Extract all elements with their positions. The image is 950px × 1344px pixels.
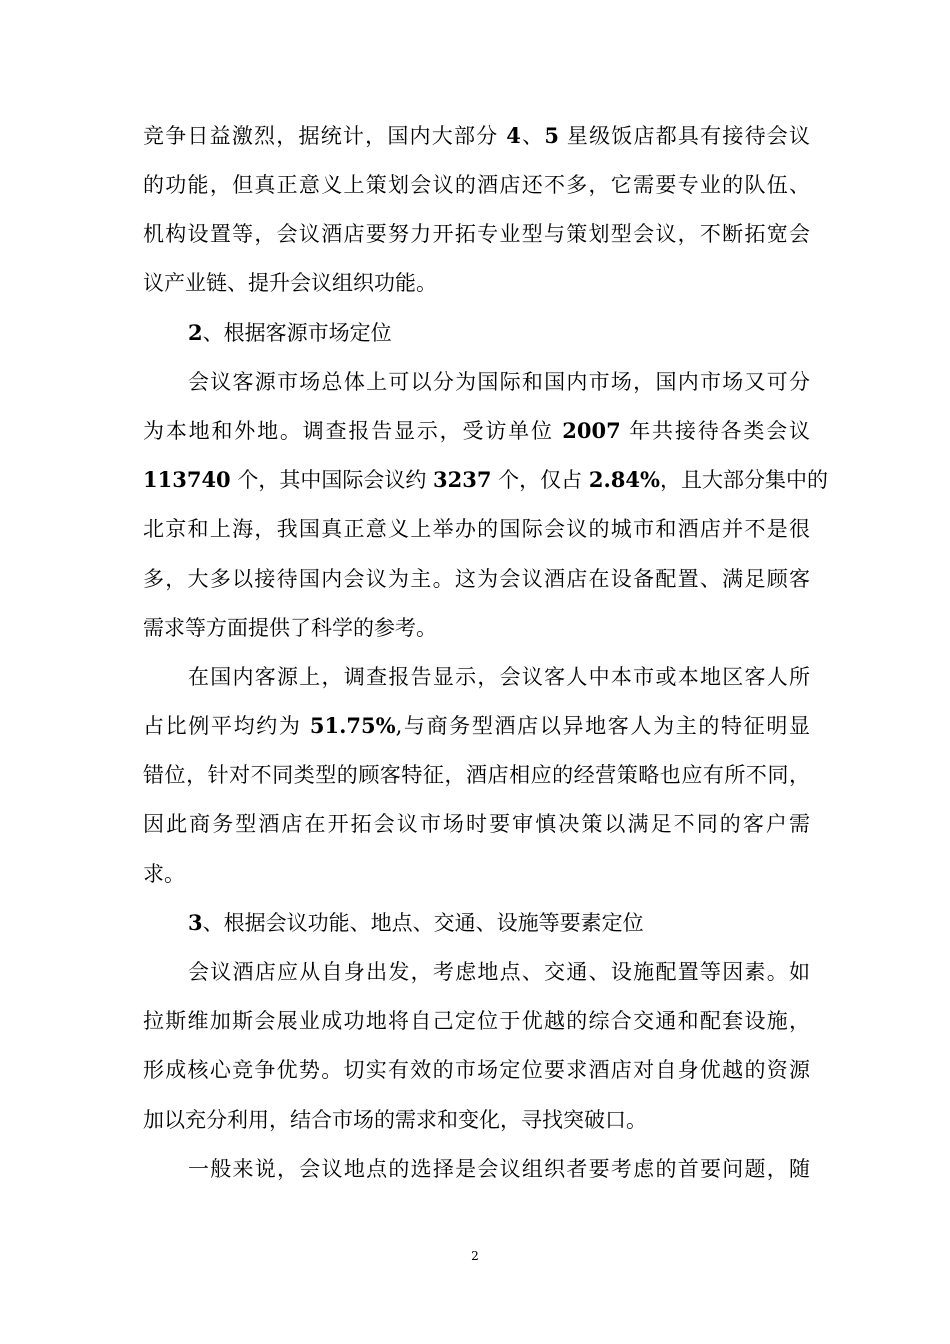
text-run: 求。	[143, 862, 185, 886]
text-run-bold: 2007	[562, 418, 621, 443]
line-4	[143, 263, 810, 303]
line-7	[143, 411, 810, 451]
text-run: 北京和上海，我国真正意义上举办的国际会议的城市和酒店并不是很	[143, 517, 810, 541]
text-run: 因此商务型酒店在开拓会议市场时要审慎决策以满足不同的客户需	[143, 812, 810, 836]
line-20	[143, 1050, 810, 1090]
heading-number: 2	[188, 320, 203, 345]
text-run: 为本地和外地。调查报告显示，受访单位	[143, 419, 563, 443]
line-1	[143, 116, 810, 156]
text-run: 星级饭店都具有接待会议	[558, 124, 810, 148]
text-run-bold: 113740	[143, 467, 231, 492]
line-3	[143, 214, 810, 254]
text-run: 个，其中国际会议约	[230, 468, 434, 492]
line-9	[143, 509, 810, 549]
text-run: 在国内客源上，调查报告显示，会议客人中本市或本地区客人所	[188, 665, 810, 689]
text-run: 错位，针对不同类型的顾客特征，酒店相应的经营策略也应有所不同，	[143, 763, 810, 787]
text-run: 加以充分利用，结合市场的需求和变化，寻找突破口。	[143, 1108, 647, 1132]
text-run: 形成核心竞争优势。切实有效的市场定位要求酒店对自身优越的资源	[143, 1058, 810, 1082]
line-13	[143, 706, 810, 746]
text-run-bold: 3237	[433, 467, 492, 492]
text-run: 机构设置等，会议酒店要努力开拓专业型与策划型会议，不断拓宽会	[143, 222, 810, 246]
text-run-bold: 4	[506, 123, 521, 148]
line-19	[143, 1001, 810, 1041]
section-heading-3	[188, 903, 810, 943]
page-number: 2	[471, 1249, 479, 1263]
line-14	[143, 755, 810, 795]
line-16	[143, 854, 810, 894]
text-run: 个，仅占	[491, 468, 589, 492]
text-run: 的功能，但真正意义上策划会议的酒店还不多，它需要专业的队伍、	[143, 173, 810, 197]
heading-text: 、根据会议功能、地点、交通、设施等要素定位	[202, 911, 644, 935]
text-run: ,与商务型酒店以异地客人为主的特征明显	[395, 714, 810, 738]
text-run: 、	[520, 124, 545, 148]
text-run: 议产业链、提升会议组织功能。	[143, 271, 437, 295]
text-run: 竞争日益激烈，据统计，国内大部分	[143, 124, 507, 148]
text-run: 年共接待各类会议	[620, 419, 810, 443]
text-run-bold: 5	[544, 123, 559, 148]
section-heading-2	[188, 313, 810, 353]
line-10	[143, 559, 810, 599]
line-8	[143, 460, 828, 500]
text-run-bold: 2.84%	[588, 467, 660, 492]
text-run: 占比例平均约为	[143, 714, 310, 738]
text-run: 会议酒店应从自身出发，考虑地点、交通、设施配置等因素。如	[188, 960, 810, 984]
text-run: 多，大多以接待国内会议为主。这为会议酒店在设备配置、满足顾客	[143, 567, 810, 591]
line-12	[188, 657, 810, 697]
heading-number: 3	[188, 910, 203, 935]
line-21	[143, 1100, 810, 1140]
line-15	[143, 804, 810, 844]
text-run: 会议客源市场总体上可以分为国际和国内市场，国内市场又可分	[188, 370, 810, 394]
text-run: ，且大部分集中的	[659, 468, 828, 492]
text-run: 一般来说，会议地点的选择是会议组织者要考虑的首要问题，随	[188, 1157, 810, 1181]
line-6	[188, 362, 810, 402]
line-18	[188, 952, 810, 992]
text-run-bold: 51.75%	[309, 713, 396, 738]
line-22	[188, 1149, 810, 1189]
line-11	[143, 608, 810, 648]
text-run: 需求等方面提供了科学的参考。	[143, 616, 437, 640]
text-run: 拉斯维加斯会展业成功地将自己定位于优越的综合交通和配套设施，	[143, 1009, 810, 1033]
heading-text: 、根据客源市场定位	[202, 321, 392, 345]
line-2	[143, 165, 810, 205]
